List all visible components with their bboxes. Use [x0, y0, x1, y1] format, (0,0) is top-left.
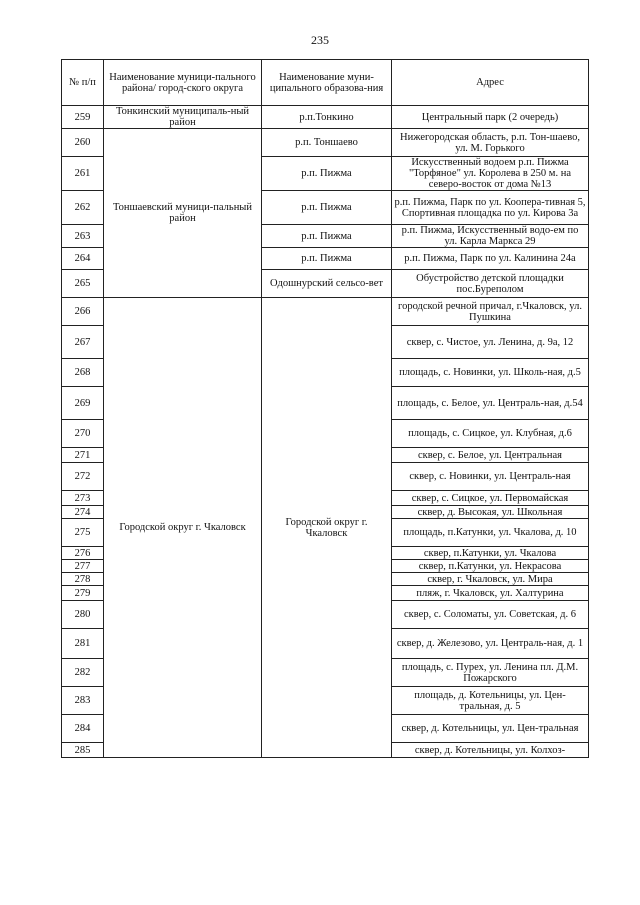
address-cell: сквер, д. Котельницы, ул. Колхоз- — [392, 743, 589, 758]
row-number: 262 — [62, 191, 104, 225]
table-row — [62, 129, 589, 157]
registry-table — [61, 59, 589, 758]
address-cell: сквер, д. Котельницы, ул. Цен-тральная — [392, 715, 589, 743]
municipality-name: р.п. Тоншаево — [262, 129, 392, 157]
address-cell: сквер, с. Сицкое, ул. Первомайская — [392, 491, 589, 506]
address-cell: Искусственный водоем р.п. Пижма "Торфяное" ул. Королева в 250 м. на северо-восток от дома №13 — [392, 157, 589, 191]
address-cell: сквер, с. Белое, ул. Центральная — [392, 448, 589, 463]
row-number: 270 — [62, 420, 104, 448]
district-name: Тонкинский муниципаль-ный район — [104, 106, 262, 129]
row-number: 263 — [62, 225, 104, 248]
header-num: № п/п — [62, 60, 104, 106]
row-number: 261 — [62, 157, 104, 191]
address-cell: сквер, п.Катунки, ул. Чкалова — [392, 547, 589, 560]
address-cell: Нижегородская область, р.п. Тон-шаево, ул. М. Горького — [392, 129, 589, 157]
district-name: Тоншаевский муници-пальный район — [104, 129, 262, 298]
row-number: 260 — [62, 129, 104, 157]
municipality-name: р.п. Пижма — [262, 248, 392, 270]
address-cell: сквер, г. Чкаловск, ул. Мира — [392, 573, 589, 586]
district-name: Городской округ г. Чкаловск — [104, 298, 262, 758]
address-cell: площадь, п.Катунки, ул. Чкалова, д. 10 — [392, 519, 589, 547]
row-number: 275 — [62, 519, 104, 547]
row-number: 274 — [62, 506, 104, 519]
address-cell: р.п. Пижма, Парк по ул. Коопера-тивная 5, Спортивная площадка по ул. Кирова 3а — [392, 191, 589, 225]
header-address: Адрес — [392, 60, 589, 106]
address-cell: площадь, д. Котельницы, ул. Цен-тральная, д. 5 — [392, 687, 589, 715]
address-cell: Центральный парк (2 очередь) — [392, 106, 589, 129]
row-number: 265 — [62, 270, 104, 298]
row-number: 281 — [62, 629, 104, 659]
row-number: 272 — [62, 463, 104, 491]
row-number: 279 — [62, 586, 104, 601]
row-number: 264 — [62, 248, 104, 270]
address-cell: городской речной причал, г.Чкаловск, ул. Пушкина — [392, 298, 589, 326]
municipality-name: р.п. Пижма — [262, 191, 392, 225]
row-number: 284 — [62, 715, 104, 743]
row-number: 268 — [62, 359, 104, 387]
row-number: 285 — [62, 743, 104, 758]
address-cell: сквер, п.Катунки, ул. Некрасова — [392, 560, 589, 573]
row-number: 283 — [62, 687, 104, 715]
municipality-name: р.п. Пижма — [262, 225, 392, 248]
address-cell: р.п. Пижма, Парк по ул. Калинина 24а — [392, 248, 589, 270]
address-cell: площадь, с. Сицкое, ул. Клубная, д.6 — [392, 420, 589, 448]
address-cell: площадь, с. Новинки, ул. Школь-ная, д.5 — [392, 359, 589, 387]
row-number: 259 — [62, 106, 104, 129]
address-cell: сквер, с. Новинки, ул. Централь-ная — [392, 463, 589, 491]
table-row — [62, 106, 589, 129]
address-cell: пляж, г. Чкаловск, ул. Халтурина — [392, 586, 589, 601]
page-number: 235 — [311, 33, 329, 47]
row-number: 280 — [62, 601, 104, 629]
address-cell: сквер, с. Чистое, ул. Ленина, д. 9а, 12 — [392, 326, 589, 359]
row-number: 277 — [62, 560, 104, 573]
municipality-name: р.п.Тонкино — [262, 106, 392, 129]
address-cell: площадь, с. Пурех, ул. Ленина пл. Д.М. Пожарского — [392, 659, 589, 687]
municipality-name: Городской округ г. Чкаловск — [262, 298, 392, 758]
table-row — [62, 298, 589, 326]
row-number: 266 — [62, 298, 104, 326]
row-number: 278 — [62, 573, 104, 586]
header-municipality: Наименование муни-ципального образова-ния — [262, 60, 392, 106]
address-cell: сквер, д. Железово, ул. Централь-ная, д. 1 — [392, 629, 589, 659]
row-number: 273 — [62, 491, 104, 506]
address-cell: сквер, с. Соломаты, ул. Советская, д. 6 — [392, 601, 589, 629]
header-district: Наименование муници-пального района/ город-ского округа — [104, 60, 262, 106]
row-number: 271 — [62, 448, 104, 463]
row-number: 276 — [62, 547, 104, 560]
row-number: 269 — [62, 387, 104, 420]
municipality-name: Одошнурский сельсо-вет — [262, 270, 392, 298]
table-header-row — [62, 60, 589, 106]
address-cell: р.п. Пижма, Искусственный водо-ем по ул. Карла Маркса 29 — [392, 225, 589, 248]
municipality-name: р.п. Пижма — [262, 157, 392, 191]
address-cell: Обустройство детской площадки пос.Буреполом — [392, 270, 589, 298]
address-cell: сквер, д. Высокая, ул. Школьная — [392, 506, 589, 519]
row-number: 282 — [62, 659, 104, 687]
row-number: 267 — [62, 326, 104, 359]
address-cell: площадь, с. Белое, ул. Централь-ная, д.54 — [392, 387, 589, 420]
table-body — [62, 106, 589, 758]
